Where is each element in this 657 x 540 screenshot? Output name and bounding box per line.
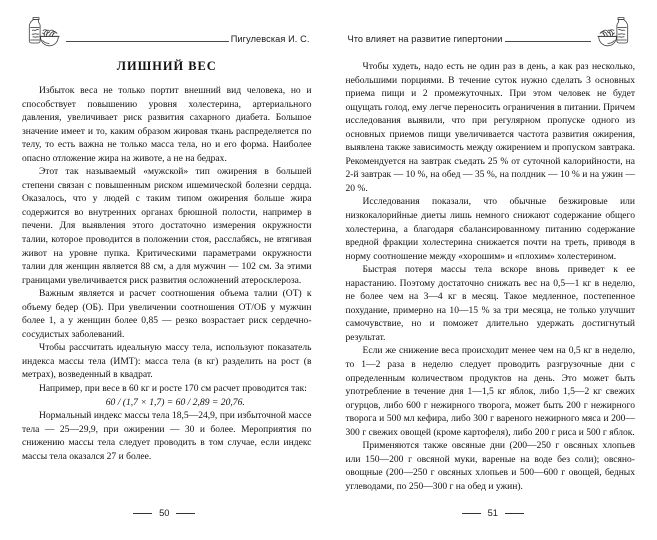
paragraph: Применяются также овсяные дни (200—250 г овсяных хлопьев или 150—200 г овсяной муки, вареные на воде без соли); овсяно-овощные (200—250 г овсяных хлопьев и 500—600 г овощей, бедных углеводами, по 250—300 г на обед и ужин). bbox=[345, 440, 635, 492]
paragraph: Чтобы рассчитать идеальную массу тела, используют показатель индекса массы тела (ИМТ): масса тела (в кг) разделить на рост (в метрах), возведенный в квадрат. bbox=[22, 342, 312, 381]
right-running-head bbox=[346, 12, 636, 46]
paragraph: Избыток веса не только портит внешний вид человека, но и способствует повышению уровня холестерина, артериального давления, увеличивает риск развития сахарного диабета. Большое значение имеет и то, каким образом жировая ткань распределяется по телу, то есть важна не только масса тела, но и его форма. Наиболее опасно отложение жира на животе, а не на бедрах. bbox=[22, 85, 312, 164]
right-running-head-text: Что влияет на развитие гипертонии bbox=[347, 34, 503, 44]
folio-dash-right bbox=[176, 513, 195, 514]
right-column-body bbox=[346, 60, 636, 494]
jar-and-bowl-icon bbox=[593, 10, 639, 50]
page-title: ЛИШНИЙ ВЕС bbox=[116, 59, 217, 73]
jar-and-bowl-icon bbox=[18, 10, 64, 50]
left-page-folio bbox=[0, 508, 329, 518]
page-number: 50 bbox=[159, 508, 170, 518]
page-number: 51 bbox=[487, 508, 498, 518]
right-page-folio bbox=[329, 508, 657, 518]
paragraph: Например, при весе в 60 кг и росте 170 см расчет проводится так: bbox=[39, 383, 307, 395]
left-running-head bbox=[22, 12, 312, 46]
left-column-body bbox=[22, 84, 312, 463]
folio-dash-left bbox=[133, 513, 152, 514]
paragraph: Этот так называемый «мужской» тип ожирения в большей степени связан с повышенным риском ишемической болезни сердца. Оказалось, что у людей с таким типом ожирения больше жира содержится во внутренних органах брюшной полости, например в печени. Для выявления этого достаточно измерения окружности талии, которое проводится в положении стоя, расслабясь, не втягивая живот на уровне пупка. Критическими параметрами окружности талии для женщин является 88 см, а для мужчин — 102 см. За этими границами увеличивается риск развития осложнений атеросклероза. bbox=[22, 166, 312, 286]
paragraph: Исследования показали, что обычные безжировые или низкокалорийные диеты лишь немного снижают содержание общего холестерина, а благодаря сбалансированному питанию содержание вредной фракции холестерина снижается почти на треть, приводя в норму соотношение между «хорошим» и «плохим» холестерином. bbox=[345, 196, 635, 262]
paragraph: Быстрая потеря массы тела вскоре вновь приведет к ее нарастанию. Поэтому достаточно снижать вес на 0,5—1 кг в неделю, не более чем на 3—4 кг в месяц. Такое медленное, постепенное похудание, примерно на 10—15 % за три месяца, не только улучшит самочувствие, но и поможет длительно удержать достигнутый результат. bbox=[345, 264, 635, 343]
folio-dash-right bbox=[505, 513, 524, 514]
right-page bbox=[329, 0, 657, 540]
paragraph: Чтобы худеть, надо есть не один раз в день, а как раз несколько, небольшими порциями. В течение суток нужно сделать 3 основных приема пищи и 2 промежуточных. При этом человек не будет ощущать голод, ему легче переносить ограничения в питании. Причем исследования выявили, что при регулярном пропуске одного из основных приемов пищи увеличивается частота развития ожирения, выявлена также зависимость между ожирением и пропуском завтрака. Рекомендуется на завтрак съедать 25 % от суточной калорийности, на 2-й завтрак — 10 %, на обед — 35 %, на полдник — 10 % и на ужин — 20 %. bbox=[345, 61, 635, 194]
paragraph: Важным является и расчет соотношения объема талии (ОТ) к объему бедер (ОБ). При увеличении соотношения ОТ/ОБ у мужчин более 1, а у женщин более 0,85 — резко возрастает риск сердечно-сосудистых заболеваний. bbox=[22, 288, 312, 340]
folio-dash-left bbox=[462, 513, 481, 514]
left-running-head-text: Пигулевская И. С. bbox=[230, 34, 310, 44]
bmi-formula: 60 / (1,7 × 1,7) = 60 / 2,89 = 20,76. bbox=[105, 396, 245, 408]
paragraph: Если же снижение веса происходит менее чем на 0,5 кг в неделю, то 1—2 раза в неделю следует проводить разгрузочные дни с определенным количеством продуктов на день. Это может быть употребление в течение дня 1—1,5 кг яблок, либо 1,5—2 кг свежих огурцов, либо 600 г нежирного творога, может быть 200 г нежирного творога и 500 мл кефира, либо 300 г вареного нежирного мяса и 200—300 г свежих овощей (кроме картофеля), либо 200 г риса и 500 г яблок. bbox=[345, 345, 635, 438]
paragraph: Нормальный индекс массы тела 18,5—24,9, при избыточной массе тела — 25—29,9, при ожирении — 30 и более. Мероприятия по снижению массы тела следует проводить в том случае, если индекс массы тела оказался 27 и более. bbox=[22, 410, 312, 462]
